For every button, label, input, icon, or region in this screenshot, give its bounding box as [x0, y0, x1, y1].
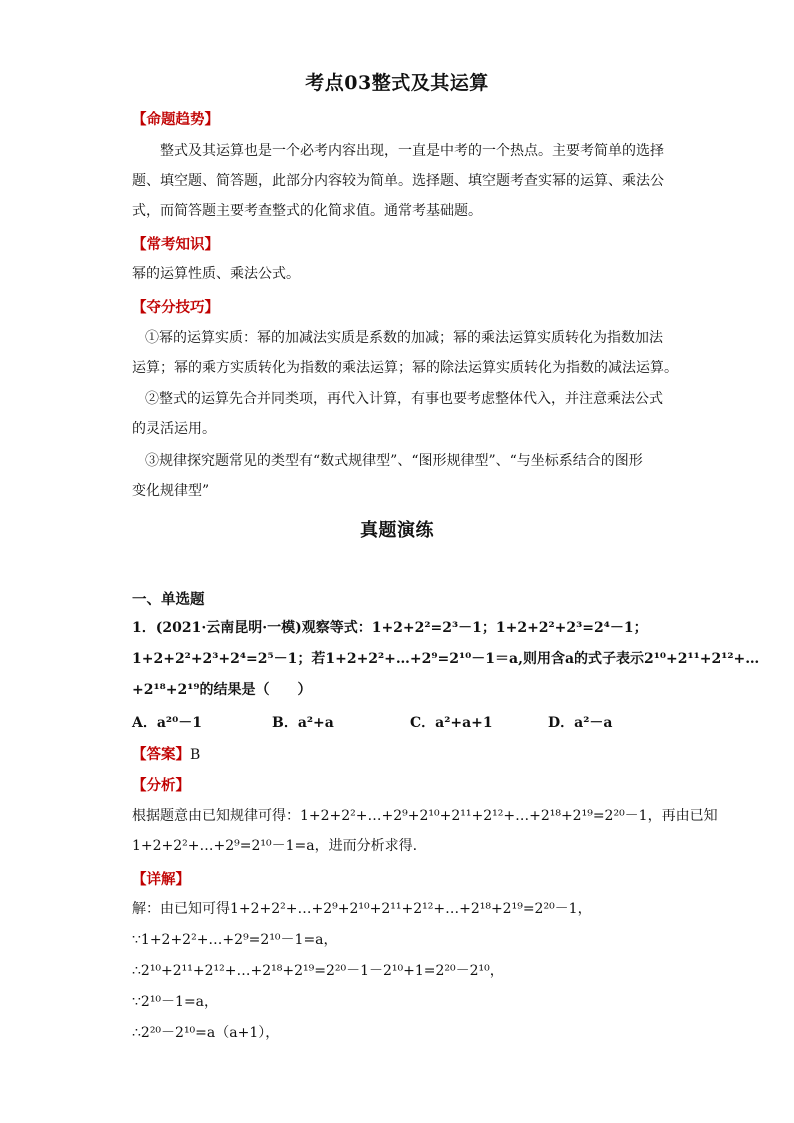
detail-line-3: ∴2¹⁰+2¹¹+2¹²+…+2¹⁸+2¹⁹=2²⁰－1－2¹⁰+1=2²⁰－2¹⁰， [132, 963, 504, 979]
trend-line-1: 整式及其运算也是一个必考内容出现，一直是中考的一个热点。主要考简单的选择 [160, 143, 664, 159]
option-c: C．a²+a+1 [410, 715, 493, 731]
tips-line-3: ②整式的运算先合并同类项，再代入计算，有事也要考虑整体代入，并注意乘法公式 [145, 391, 663, 407]
question-line-3: +2¹⁸+2¹⁹的结果是（ ） [132, 682, 312, 698]
section-subtitle: 真题演练 [360, 520, 434, 541]
answer-tag: 【答案】 [132, 746, 190, 763]
tips-line-2: 运算；幂的乘方实质转化为指数的乘法运算；幂的除法运算实质转化为指数的减法运算。 [132, 360, 678, 376]
question-line-2: 1+2+2²+2³+2⁴=2⁵－1；若1+2+2²+…+2⁹=2¹⁰－1＝a,则用含a的式子表示2¹⁰+2¹¹+2¹²+… [132, 651, 760, 667]
detail-line-4: ∵2¹⁰－1=a， [132, 994, 219, 1010]
answer-row [132, 743, 200, 764]
tips-tag: 【夺分技巧】 [132, 299, 219, 316]
analysis-line-2: 1+2+2²+…+2⁹=2¹⁰－1=a，进而分析求得. [132, 838, 418, 854]
tips-line-5: ③规律探究题常见的类型有“数式规律型”、“图形规律型”、“与坐标系结合的图形 [145, 453, 643, 469]
analysis-line-1: 根据题意由已知规律可得：1+2+2²+…+2⁹+2¹⁰+2¹¹+2¹²+…+2¹⁸+2¹⁹=2²⁰－1，再由已知 [132, 808, 718, 824]
option-a: A．a²⁰－1 [132, 715, 202, 731]
option-b: B．a²+a [272, 715, 334, 731]
trend-line-3: 式，而简答题主要考查整式的化简求值。通常考基础题。 [132, 203, 482, 219]
detail-line-1: 解：由已知可得1+2+2²+…+2⁹+2¹⁰+2¹¹+2¹²+…+2¹⁸+2¹⁹=2²⁰－1， [132, 901, 592, 917]
option-d: D．a²－a [548, 715, 613, 731]
knowledge-line: 幂的运算性质、乘法公式。 [132, 266, 300, 282]
tips-line-1: ①幂的运算实质：幂的加减法实质是系数的加减；幂的乘法运算实质转化为指数加法 [145, 330, 663, 346]
tips-line-6: 变化规律型” [132, 483, 210, 499]
detail-line-5: ∴2²⁰－2¹⁰=a（a+1）， [132, 1025, 280, 1041]
trend-line-2: 题、填空题、简答题，此部分内容较为简单。选择题、填空题考查实幂的运算、乘法公 [132, 173, 664, 189]
question-section-label: 一、单选题 [132, 591, 205, 608]
trend-tag: 【命题趋势】 [132, 111, 219, 128]
page-title: 考点03整式及其运算 [305, 72, 489, 94]
question-line-1: 1．(2021·云南昆明·一模)观察等式：1+2+2²=2³－1；1+2+2²+2³=2⁴－1； [132, 620, 648, 636]
answer-value: B [190, 747, 201, 763]
analysis-tag: 【分析】 [132, 777, 190, 794]
detail-line-2: ∵1+2+2²+…+2⁹=2¹⁰－1=a， [132, 932, 338, 948]
knowledge-tag: 【常考知识】 [132, 236, 219, 253]
tips-line-4: 的灵活运用。 [132, 421, 216, 437]
detail-tag: 【详解】 [132, 871, 190, 888]
